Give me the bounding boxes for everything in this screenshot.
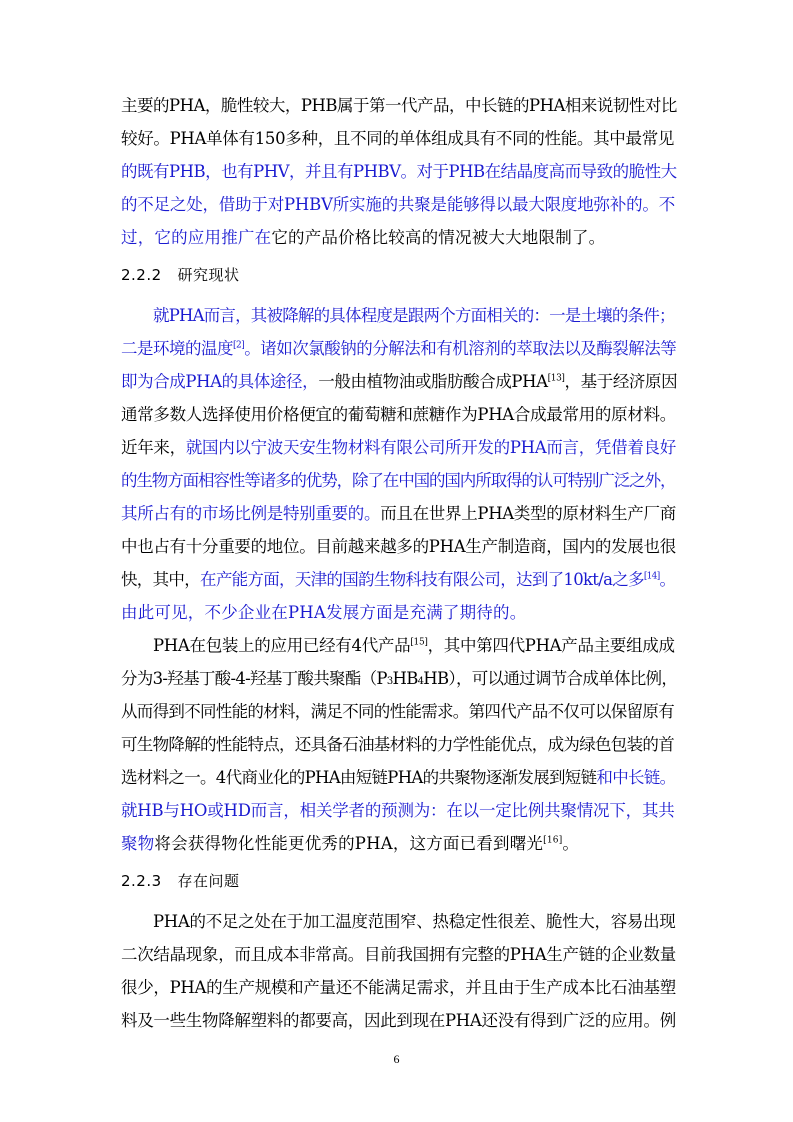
citation-ref: [16] [543, 835, 563, 846]
para3-line3: 从而得到不同性能的材料，满足不同的性能需求。第四代产品不仅可以保留原有 [121, 702, 675, 721]
para3-line2: 分为3-羟基丁酸-4-羟基丁酸共聚酯（P3HB4HB），可以通过调节合成单体比例， [121, 669, 678, 688]
para3-line5: 选材料之一。4代商业化的PHA由短链PHA的共聚物逐渐发展到短链和中长链。 [121, 768, 676, 787]
citation-ref: [15] [410, 637, 428, 648]
para3-line7: 聚物将会获得物化性能更优秀的PHA，这方面已看到曙光[16]。 [121, 834, 580, 853]
section-number: 2.2.3 [121, 872, 162, 890]
citation-ref: [2] [233, 340, 245, 351]
para1-line4: 的不足之处，借助于对PHBV所实施的共聚是能够得以最大限度地弥补的。不 [121, 195, 676, 214]
para2-line3: 即为合成PHA的具体途径，一般由植物油或脂肪酸合成PHA[13]，基于经济原因 [121, 372, 678, 391]
section-title: 研究现状 [177, 266, 240, 284]
para2-line7: 其所占有的市场比例是特别重要的。而且在世界上PHA类型的原材料生产厂商 [121, 504, 676, 523]
para2-line4: 通常多数人选择使用价格便宜的葡萄糖和蔗糖作为PHA合成最常用的原材料。 [121, 405, 676, 424]
para1-line3: 的既有PHB，也有PHV，并且有PHBV。对于PHB在结晶度高而导致的脆性大 [121, 162, 677, 181]
para3-line1: PHA在包装上的应用已经有4代产品[15]，其中第四代PHA产品主要组成成 [153, 636, 675, 655]
section-heading-2-2-3 [121, 870, 240, 892]
para2-line8: 中也占有十分重要的地位。目前越来越多的PHA生产制造商，国内的发展也很 [121, 537, 676, 556]
page-number: 6 [393, 1052, 400, 1066]
para2-line6: 的生物方面相容性等诸多的优势，除了在中国的国内所取得的认可特别广泛之外， [121, 471, 676, 490]
para1-line5: 过，它的应用推广在它的产品价格比较高的情况被大大地限制了。 [121, 228, 606, 247]
para1-line2: 较好。PHA单体有150多种，且不同的单体组成具有不同的性能。其中最常见 [121, 129, 675, 148]
citation-ref: [13] [547, 373, 565, 384]
para3-line4: 可生物降解的性能特点，还具备石油基材料的力学性能优点，成为绿色包装的首 [121, 735, 675, 754]
para4-line2: 二次结晶现象，而且成本非常高。目前我国拥有完整的PHA生产链的企业数量 [121, 945, 676, 964]
para2-line10: 由此可见，不少企业在PHA发展方面是充满了期待的。 [121, 603, 527, 622]
para3-line6: 就HB与HO或HD而言，相关学者的预测为：在以一定比例共聚情况下，其共 [121, 801, 675, 820]
para4-line3: 很少，PHA的生产规模和产量还不能满足需求，并且由于生产成本比石油基塑 [121, 978, 676, 997]
citation-ref: [14] [643, 571, 660, 582]
para2-line9: 快，其中，在产能方面，天津的国韵生物科技有限公司，达到了10kt/a之多[14]。 [121, 570, 676, 589]
section-heading-2-2-2 [121, 264, 240, 286]
para2-line5: 近年来，就国内以宁波天安生物材料有限公司所开发的PHA而言，凭借着良好 [121, 438, 676, 457]
para1-line1: 主要的PHA，脆性较大，PHB属于第一代产品，中长链的PHA相来说韧性对比 [121, 96, 677, 115]
para4-line1: PHA的不足之处在于加工温度范围窄、热稳定性很差、脆性大，容易出现 [153, 912, 676, 931]
para2-line2: 二是环境的温度[2]。诸如次氯酸钠的分解法和有机溶剂的萃取法以及酶裂解法等 [121, 339, 677, 358]
para4-line4: 料及一些生物降解塑料的都要高，因此到现在PHA还没有得到广泛的应用。例 [121, 1011, 676, 1030]
section-number: 2.2.2 [121, 266, 162, 284]
section-title: 存在问题 [177, 872, 240, 890]
para2-line1: 就PHA而言，其被降解的具体程度是跟两个方面相关的：一是土壤的条件； [153, 306, 675, 325]
